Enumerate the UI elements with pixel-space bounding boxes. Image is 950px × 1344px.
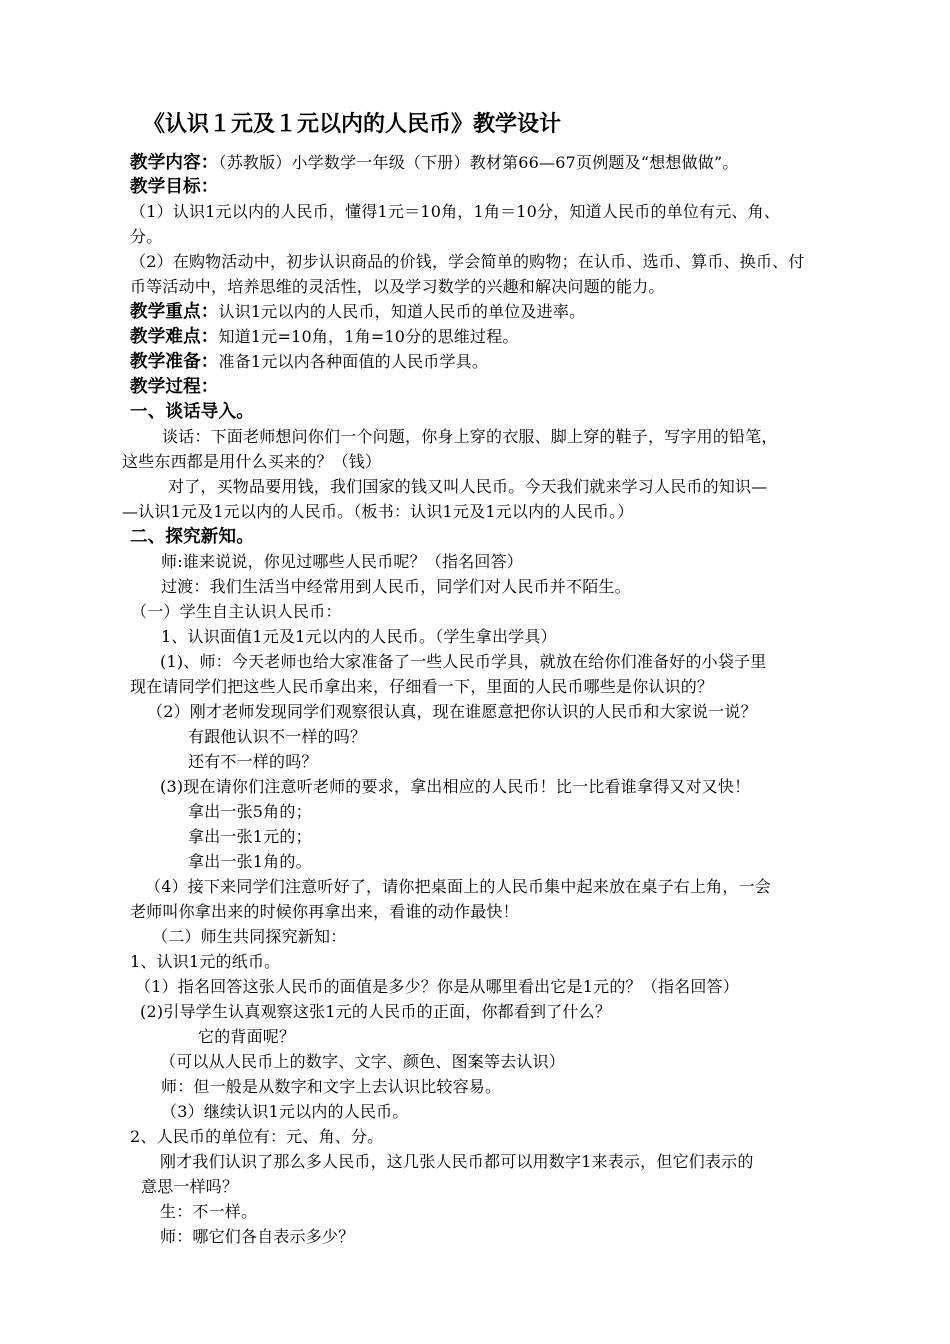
section-2-line-16: （二）师生共同探究新知： [152, 927, 347, 946]
section-1-p1-line-1: 谈话：下面老师想问你们一个问题，你身上穿的衣服、脚上穿的鞋子，写字用的铅笔， [162, 427, 778, 446]
section-2-line-14: （4）接下来同学们注意听好了，请你把桌面上的人民币集中起来放在桌子右上角，一会 [145, 877, 771, 896]
preparation-text: 准备1元以内各种面值的人民币学具。 [218, 352, 489, 371]
section-2-line-25: 刚才我们认识了那么多人民币，这几张人民币都可以用数字1来表示，但它们表示的 [160, 1152, 754, 1171]
preparation-label: 教学准备： [130, 352, 219, 372]
section-2-line-2: 过渡：我们生活当中经常用到人民币，同学们对人民币并不陌生。 [161, 577, 631, 596]
goal-1-line-1: （1）认识1元以内的人民币，懂得1元＝10角，1角＝10分，知道人民币的单位有元、角、 [130, 202, 781, 221]
preparation-line [130, 350, 488, 374]
goal-2-line-2: 币等活动中，培养思维的灵活性，以及学习数学的兴趣和解决问题的能力。 [130, 277, 665, 296]
section-1-heading: 一、谈话导入。 [130, 402, 254, 422]
section-2-line-15: 老师叫你拿出来的时候你再拿出来，看谁的动作最快！ [130, 902, 519, 921]
key-point-label: 教学重点： [130, 302, 219, 322]
section-2-line-28: 师：哪它们各自表示多少？ [160, 1227, 355, 1246]
difficulty-line [130, 325, 519, 349]
goal-1-line-2: 分。 [130, 227, 163, 246]
section-2-line-22: 师：但一般是从数字和文字上去认识比较容易。 [161, 1077, 502, 1096]
section-2-line-12: 拿出一张1元的； [188, 827, 312, 846]
process-label: 教学过程： [130, 377, 219, 397]
section-2-line-23: （3）继续认识1元以内的人民币。 [161, 1102, 409, 1121]
teaching-content-line [130, 151, 739, 175]
teaching-content-label: 教学内容： [130, 153, 219, 173]
teaching-goals-label: 教学目标： [130, 177, 219, 197]
section-2-line-17: 1、认识1元的纸币。 [130, 952, 281, 971]
section-2-line-24: 2、人民币的单位有：元、角、分。 [130, 1127, 384, 1146]
section-2-heading: 二、探究新知。 [130, 527, 254, 547]
section-2-line-6: 现在请同学们把这些人民币拿出来，仔细看一下，里面的人民币哪些是你认识的？ [130, 677, 714, 696]
section-2-line-18: （1）指名回答这张人民币的面值是多少？你是从哪里看出它是1元的？（指名回答） [135, 977, 739, 996]
section-2-line-26: 意思一样吗？ [141, 1177, 239, 1196]
key-point-line [130, 300, 585, 324]
section-2-line-3: （一）学生自主认识人民币： [131, 602, 342, 621]
section-2-line-8: 有跟他认识不一样的吗？ [188, 727, 367, 746]
section-2-line-10: (3)现在请你们注意听老师的要求，拿出相应的人民币！比一比看谁拿得又对又快！ [160, 777, 751, 796]
section-2-line-7: （2）刚才老师发现同学们观察很认真，现在谁愿意把你认识的人民币和大家说一说？ [147, 702, 757, 721]
section-2-line-5: (1)、师：今天老师也给大家准备了一些人民币学具，就放在给你们准备好的小袋子里 [160, 652, 767, 671]
key-point-text: 认识1元以内的人民币，知道人民币的单位及进率。 [218, 302, 586, 321]
difficulty-text: 知道1元=10角，1角=10分的思维过程。 [218, 327, 519, 346]
section-2-line-19: (2)引导学生认真观察这张1元的人民币的正面，你都看到了什么？ [140, 1002, 612, 1021]
section-2-line-27: 生：不一样。 [160, 1202, 258, 1221]
section-2-line-21: （可以从人民币上的数字、文字、颜色、图案等去认识） [160, 1052, 566, 1071]
teaching-content-text: （苏教版）小学数学一年级（下册）教材第66—67页例题及“想想做做”。 [218, 153, 739, 172]
document-title: 《认识１元及１元以内的人民币》教学设计 [143, 112, 562, 137]
section-1-p1-line-2: 这些东西都是用什么买来的？（钱） [122, 452, 382, 471]
section-1-p2-line-2: —认识1元及1元以内的人民币。（板书：认识1元及1元以内的人民币。） [122, 502, 634, 521]
section-2-line-20: 它的背面呢？ [198, 1027, 296, 1046]
section-2-line-11: 拿出一张5角的； [188, 802, 312, 821]
section-2-line-9: 还有不一样的吗？ [188, 752, 318, 771]
section-2-line-1: 师:谁来说说，你见过哪些人民币呢？（指名回答） [161, 552, 523, 571]
section-1-p2-line-1: 对了，买物品要用钱，我们国家的钱又叫人民币。今天我们就来学习人民币的知识— [168, 477, 768, 496]
goal-2-line-1: （2）在购物活动中，初步认识商品的价钱，学会简单的购物；在认币、选币、算币、换币、付 [130, 252, 805, 271]
section-2-line-4: 1、认识面值1元及1元以内的人民币。（学生拿出学具） [161, 627, 557, 646]
difficulty-label: 教学难点： [130, 327, 219, 347]
section-2-line-13: 拿出一张1角的。 [188, 852, 312, 871]
